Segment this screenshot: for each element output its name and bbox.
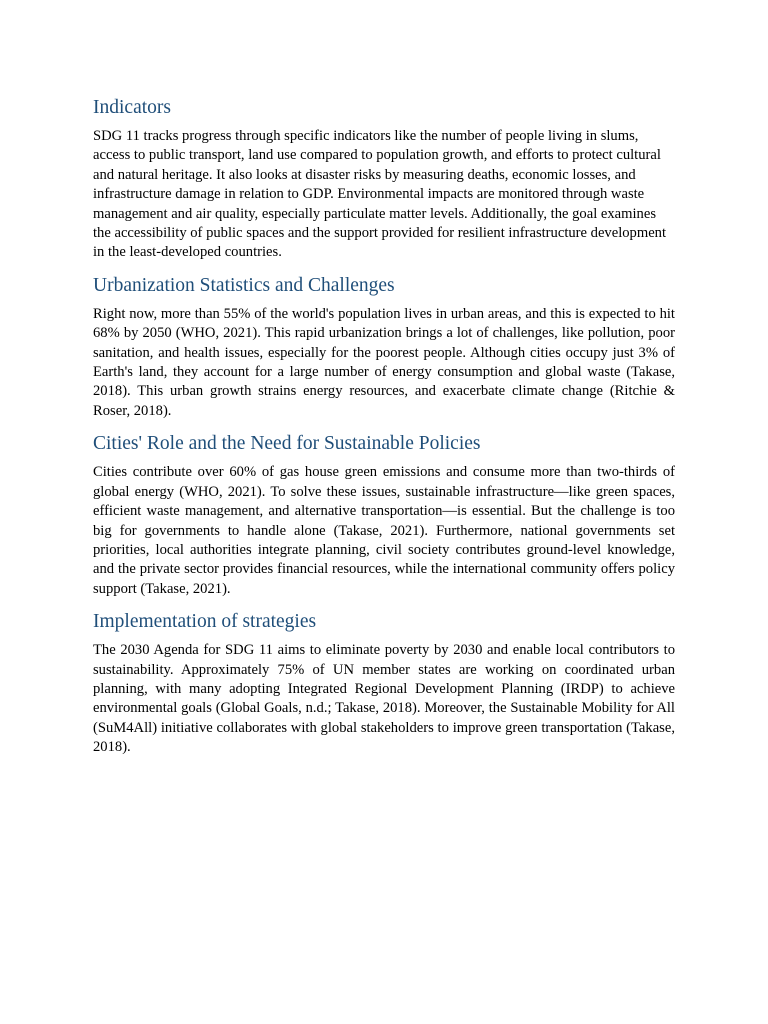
section-heading: Implementation of strategies (93, 611, 317, 633)
section-implementation (93, 609, 675, 757)
section-indicators (93, 95, 675, 263)
section-heading: Urbanization Statistics and Challenges (93, 274, 395, 296)
section-paragraph: The 2030 Agenda for SDG 11 aims to eliminate poverty by 2030 and enable local contributors to sustainability. Approximately 75% of UN member states are working on coordinated urban planning, with many adopting Integrated Regional Development Planning (IRDP) to achieve environmental goals (Global Goals, n.d.; Takase, 2018). Moreover, the Sustainable Mobility for All (SuM4All) initiative collaborates with global stakeholders to improve green transportation (Takase, 2018). (93, 642, 675, 756)
section-urbanization-statistics (93, 273, 675, 421)
section-heading: Indicators (93, 97, 171, 118)
document-page (93, 95, 675, 768)
section-paragraph: Right now, more than 55% of the world's population lives in urban areas, and this is expected to hit 68% by 2050 (WHO, 2021). This rapid urbanization brings a lot of challenges, like pollution, poor sanitation, and health issues, especially for the poorest people. Although cities occupy just 3% of Earth's land, they account for a large number of energy consumption and global waste (Takase, 2018). This urban growth strains energy resources, and exacerbate climate change (Ritchie & Roser, 2018). (93, 305, 675, 419)
section-paragraph: SDG 11 tracks progress through specific indicators like the number of people living in slums, access to public transport, land use compared to population growth, and efforts to protect cultural and natural heritage. It also looks at disaster risks by measuring deaths, economic losses, and infrastructure damage in relation to GDP. Environmental impacts are monitored through waste management and air quality, especially particulate matter levels. Additionally, the goal examines the accessibility of public spaces and the support provided for resilient infrastructure development in the least-developed countries. (93, 128, 667, 261)
section-heading: Cities' Role and the Need for Sustainable Policies (93, 433, 481, 455)
section-cities-role (93, 431, 675, 599)
section-paragraph: Cities contribute over 60% of gas house green emissions and consume more than two-thirds of global energy (WHO, 2021). To solve these issues, sustainable infrastructure—like green spaces, efficient waste management, and alternative transportation—is essential. But the challenge is too big for governments to handle alone (Takase, 2021). Furthermore, national governments set priorities, local authorities integrate planning, civil society contributes ground-level knowledge, and the private sector provides financial resources, while the international community offers policy support (Takase, 2021). (93, 464, 675, 597)
